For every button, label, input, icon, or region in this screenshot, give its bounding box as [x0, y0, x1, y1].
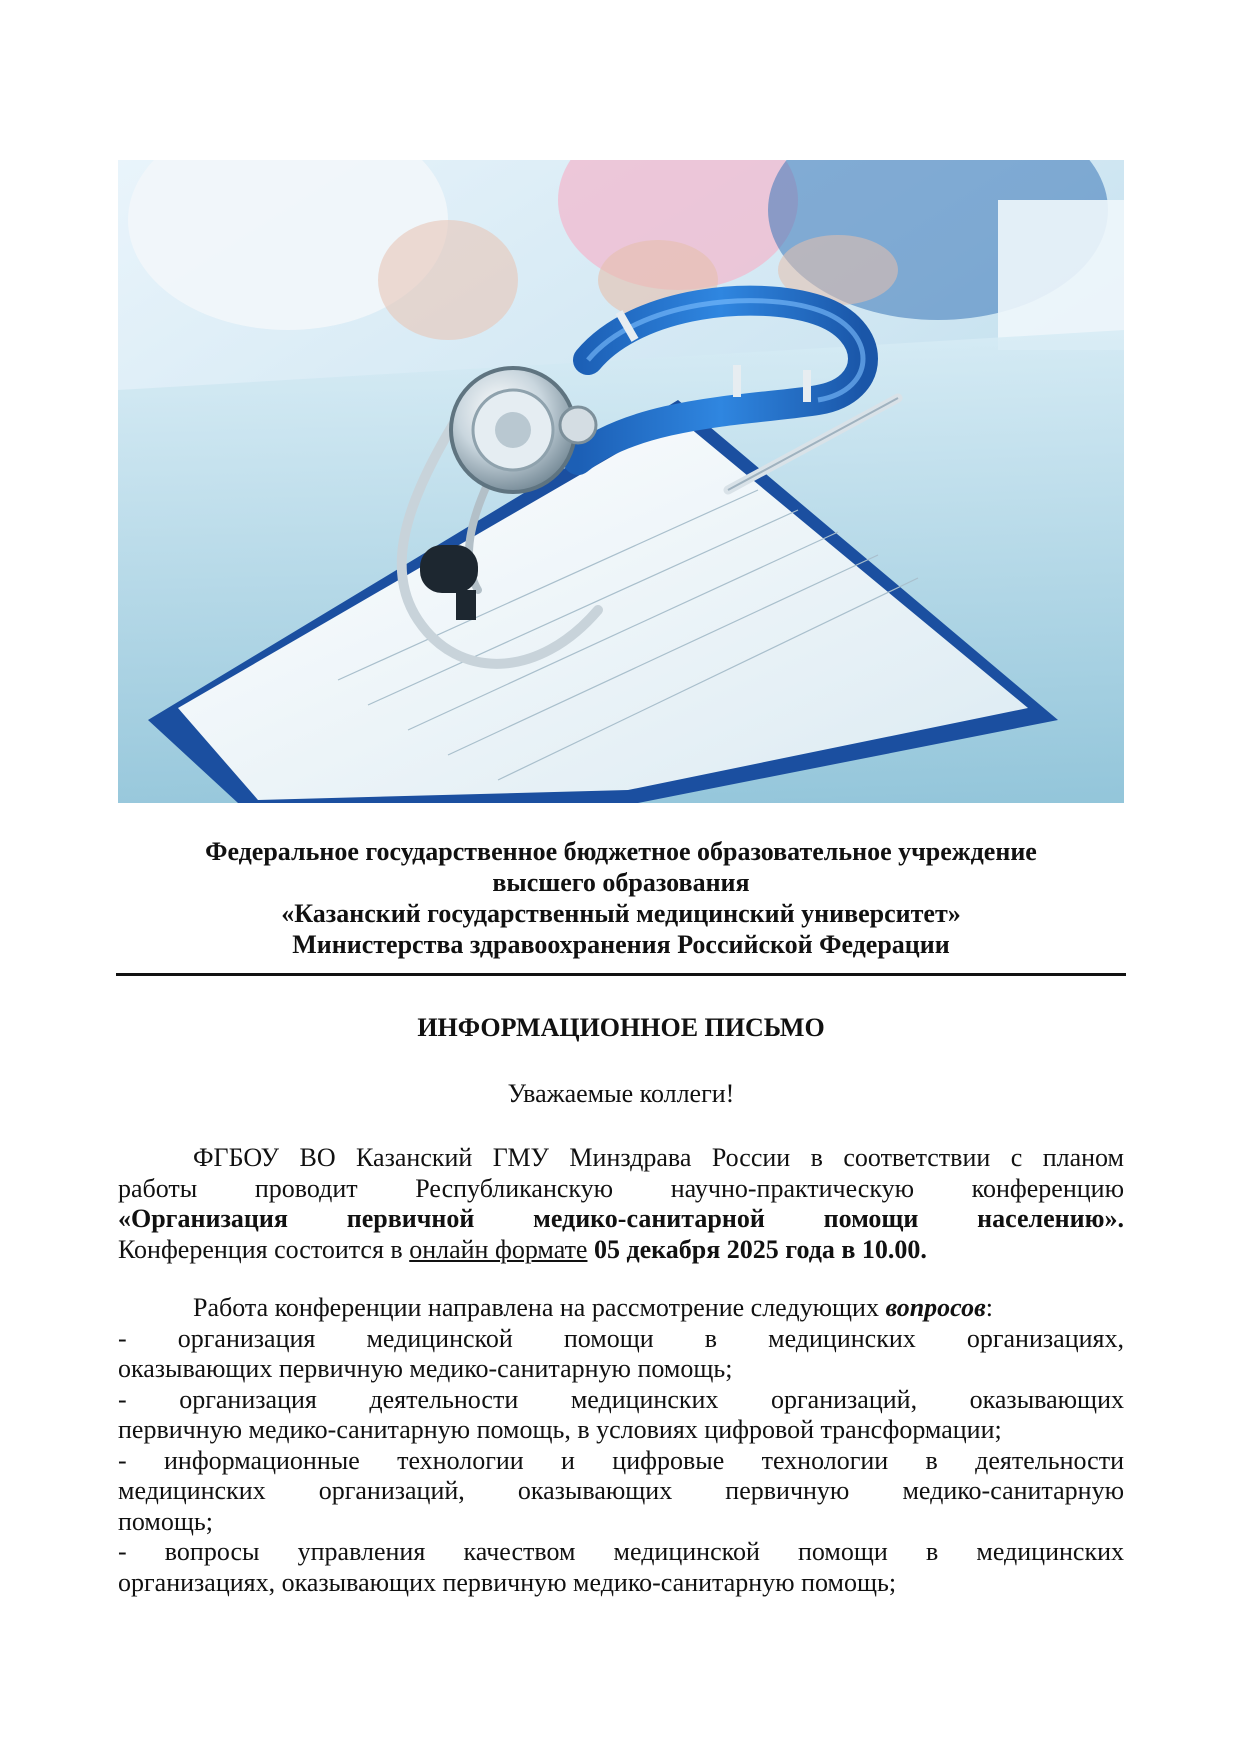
intro-line-4: [118, 1235, 1124, 1266]
topic-item-1-line-2: оказывающих первичную медико-санитарную помощь;: [118, 1354, 733, 1383]
intro-line-2: работы проводит Республиканскую научно-практическую конференцию: [118, 1173, 1124, 1203]
topic-item-3-line-2: медицинских организаций, оказывающих первичную медико-санитарную: [118, 1476, 1124, 1505]
topic-item-3-line-1: - информационные технологии и цифровые технологии в деятельности: [118, 1445, 1124, 1475]
topic-item-4-line-2: организациях, оказывающих первичную медико-санитарную помощь;: [118, 1567, 897, 1597]
intro-line-1: ФГБОУ ВО Казанский ГМУ Минздрава России в соответствии с планом: [193, 1143, 1124, 1172]
organization-header: [118, 836, 1124, 960]
online-format-text: онлайн формате: [409, 1234, 588, 1264]
org-name-line-3: «Казанский государственный медицинский университет»: [281, 899, 961, 928]
stethoscope-photo: [118, 160, 1124, 803]
org-name-line-2: высшего образования: [492, 868, 750, 897]
letter-greeting: Уважаемые коллеги!: [507, 1079, 735, 1108]
header-divider: [116, 973, 1126, 976]
intro-paragraph: [118, 1143, 1124, 1265]
org-name-line-1: Федеральное государственное бюджетное образовательное учреждение: [205, 837, 1037, 866]
topic-item-3-line-3: помощь;: [118, 1506, 213, 1536]
topic-item-2-line-2: первичную медико-санитарную помощь, в условиях цифровой трансформации;: [118, 1415, 1002, 1444]
intro-line-4-prefix: Конференция состоится в: [118, 1234, 410, 1264]
letter-title: ИНФОРМАЦИОННОЕ ПИСЬМО: [417, 1013, 825, 1042]
org-name-line-4: Министерства здравоохранения Российской Федерации: [292, 930, 950, 959]
topics-lead-emphasis: вопросов: [885, 1293, 986, 1322]
topics-lead: [118, 1293, 1124, 1324]
conference-date: 05 декабря 2025 года в 10.00.: [593, 1234, 927, 1264]
topic-item-4-line-1: - вопросы управления качеством медицинской помощи в медицинских: [118, 1537, 1124, 1566]
conference-name: «Организация первичной медико-санитарной помощи населению».: [118, 1204, 1124, 1233]
topics-lead-prefix: Работа конференции направлена на рассмотрение следующих: [193, 1293, 886, 1322]
topics-section: [118, 1293, 1124, 1598]
topics-lead-suffix: :: [985, 1293, 993, 1322]
topic-item-2-line-1: - организация деятельности медицинских организаций, оказывающих: [118, 1384, 1124, 1414]
topic-item-1-line-1: - организация медицинской помощи в медицинских организациях,: [118, 1323, 1124, 1353]
